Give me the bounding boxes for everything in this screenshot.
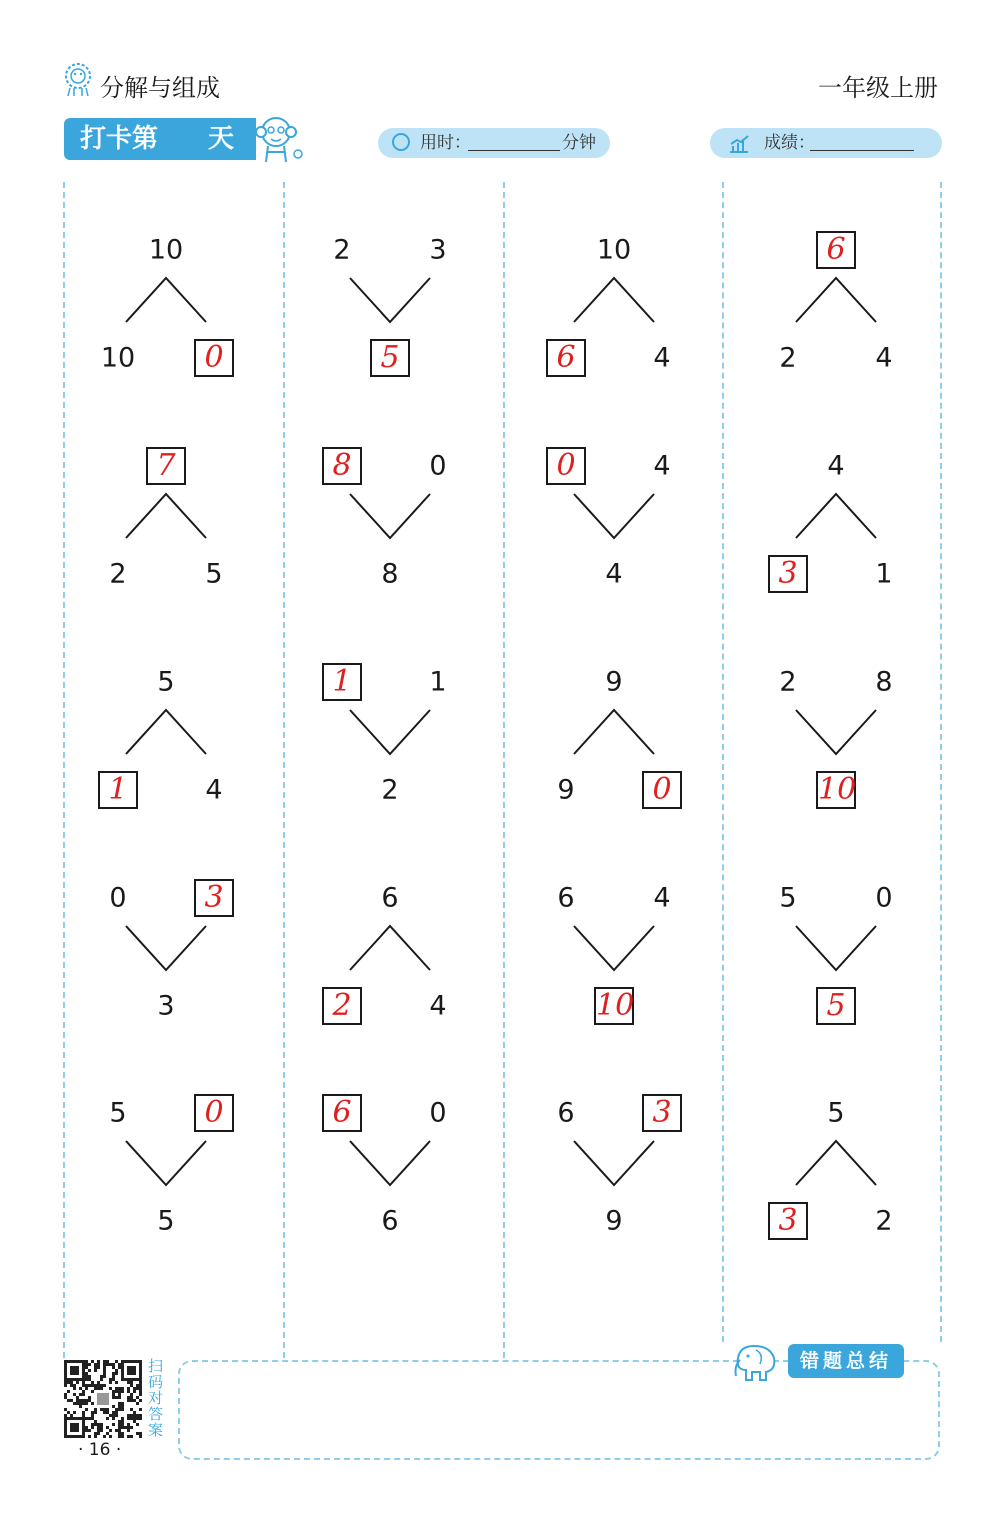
tree-right-number: 0	[429, 1097, 447, 1129]
merge-lines	[564, 926, 664, 986]
time-label: 用时：	[420, 133, 471, 153]
tree-left-answer-box[interactable]: 8	[322, 447, 362, 485]
tree-top-answer-box[interactable]: 7	[146, 447, 186, 485]
tree-bottom-number: 6	[381, 1205, 399, 1237]
tree-right-number: 4	[653, 882, 671, 914]
merge-lines	[786, 710, 886, 770]
split-lines	[786, 1141, 886, 1201]
monkey-icon	[250, 112, 308, 170]
tree-right-number: 8	[875, 666, 893, 698]
tree-right-number: 2	[875, 1205, 893, 1237]
time-unit: 分钟	[562, 133, 596, 153]
checkin-suffix: 天	[208, 124, 235, 154]
tree-right-answer-box[interactable]: 0	[194, 1094, 234, 1132]
checkin-prefix: 打卡第	[80, 124, 159, 154]
tree-left-number: 9	[557, 774, 575, 806]
tree-bottom-number: 8	[381, 558, 399, 590]
tree-right-number: 4	[205, 774, 223, 806]
tree-right-answer-box[interactable]: 0	[642, 771, 682, 809]
tree-left-number: 2	[779, 666, 797, 698]
tree-left-number: 2	[333, 234, 351, 266]
tree-top-number: 10	[596, 234, 632, 266]
tree-left-number: 2	[779, 342, 797, 374]
tree-right-number: 4	[653, 450, 671, 482]
qr-code[interactable]	[64, 1360, 142, 1438]
merge-lines	[340, 494, 440, 554]
tree-left-answer-box[interactable]: 2	[322, 987, 362, 1025]
tree-bottom-answer-box[interactable]: 10	[596, 988, 635, 1023]
tree-right-number: 3	[429, 234, 447, 266]
split-lines	[786, 278, 886, 338]
tree-top-number: 10	[148, 234, 184, 266]
tree-left-number: 2	[109, 558, 127, 590]
tree-right-number: 1	[875, 558, 893, 590]
tree-left-answer-box[interactable]: 0	[546, 447, 586, 485]
tree-left-answer-box[interactable]: 6	[546, 339, 586, 377]
column-divider	[283, 182, 285, 1358]
tree-left-number: 5	[109, 1097, 127, 1129]
tree-top-number: 9	[605, 666, 623, 698]
merge-lines	[116, 926, 216, 986]
merge-lines	[786, 926, 886, 986]
tree-top-answer-box[interactable]: 6	[816, 231, 856, 269]
tree-top-number: 5	[157, 666, 175, 698]
tree-left-answer-box[interactable]: 3	[768, 555, 808, 593]
tree-right-number: 4	[653, 342, 671, 374]
tree-left-answer-box[interactable]: 1	[322, 663, 362, 701]
tree-right-number: 4	[875, 342, 893, 374]
tree-left-number: 10	[100, 342, 136, 374]
tree-right-number: 4	[429, 990, 447, 1022]
time-input-line[interactable]	[468, 132, 560, 151]
tree-top-number: 5	[827, 1097, 845, 1129]
split-lines	[564, 710, 664, 770]
checkin-banner	[64, 118, 256, 160]
tree-right-answer-box[interactable]: 3	[642, 1094, 682, 1132]
column-divider	[503, 182, 505, 1358]
merge-lines	[340, 1141, 440, 1201]
time-pill	[378, 128, 610, 158]
merge-lines	[340, 710, 440, 770]
column-divider	[63, 182, 65, 1358]
tree-right-number: 5	[205, 558, 223, 590]
split-lines	[340, 926, 440, 986]
page-number: · 16 ·	[78, 1440, 122, 1460]
lion-icon	[62, 62, 94, 102]
tree-bottom-answer-box[interactable]: 10	[818, 772, 857, 807]
tree-bottom-answer-box[interactable]: 5	[816, 987, 856, 1025]
tree-left-number: 6	[557, 882, 575, 914]
grade-label: 一年级上册	[818, 74, 938, 102]
merge-lines	[564, 1141, 664, 1201]
tree-bottom-number: 9	[605, 1205, 623, 1237]
clock-icon	[392, 133, 410, 151]
tree-right-number: 1	[429, 666, 447, 698]
tree-left-answer-box[interactable]: 1	[98, 771, 138, 809]
chart-icon	[728, 134, 750, 164]
tree-left-number: 5	[779, 882, 797, 914]
split-lines	[116, 494, 216, 554]
split-lines	[116, 710, 216, 770]
mistake-summary-label: 错题总结	[788, 1344, 904, 1378]
tree-left-answer-box[interactable]: 6	[322, 1094, 362, 1132]
score-pill	[710, 128, 942, 158]
tree-right-answer-box[interactable]: 3	[194, 879, 234, 917]
tree-right-number: 0	[875, 882, 893, 914]
tree-top-number: 6	[381, 882, 399, 914]
tree-bottom-number: 5	[157, 1205, 175, 1237]
merge-lines	[340, 278, 440, 338]
column-divider	[722, 182, 724, 1342]
tree-bottom-number: 2	[381, 774, 399, 806]
split-lines	[786, 494, 886, 554]
elephant-icon	[732, 1340, 788, 1386]
tree-left-answer-box[interactable]: 3	[768, 1202, 808, 1240]
tree-bottom-number: 3	[157, 990, 175, 1022]
score-input-line[interactable]	[810, 132, 914, 151]
scan-answer-text: 扫码对答案	[148, 1357, 164, 1439]
tree-left-number: 0	[109, 882, 127, 914]
merge-lines	[564, 494, 664, 554]
tree-bottom-number: 4	[605, 558, 623, 590]
merge-lines	[116, 1141, 216, 1201]
tree-left-number: 6	[557, 1097, 575, 1129]
tree-right-answer-box[interactable]: 0	[194, 339, 234, 377]
tree-bottom-answer-box[interactable]: 5	[370, 339, 410, 377]
split-lines	[116, 278, 216, 338]
column-divider	[940, 182, 942, 1342]
tree-top-number: 4	[827, 450, 845, 482]
score-label: 成绩：	[764, 133, 815, 153]
section-title: 分解与组成	[100, 74, 220, 102]
split-lines	[564, 278, 664, 338]
tree-right-number: 0	[429, 450, 447, 482]
